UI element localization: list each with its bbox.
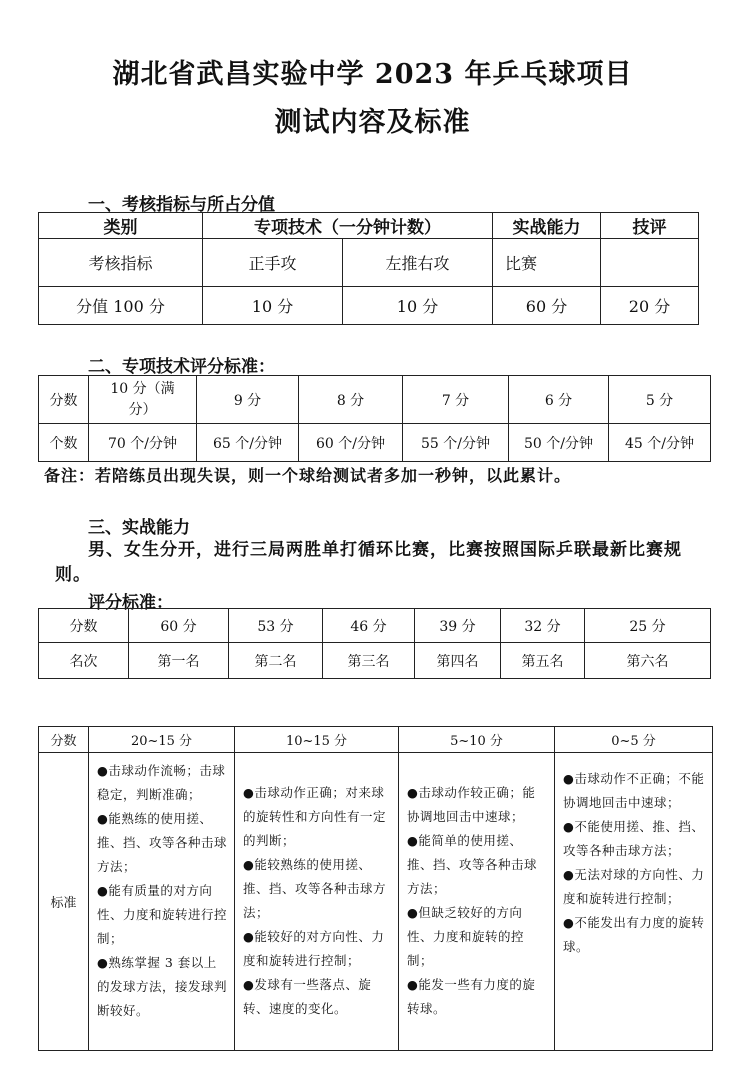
criteria-item: ●不能发出有力度的旋转球。 bbox=[563, 915, 705, 954]
skill-count: 55 个/分钟 bbox=[403, 424, 509, 462]
score-match: 60 分 bbox=[493, 287, 601, 325]
criteria-label: 评分标准： bbox=[88, 593, 173, 613]
header-match: 实战能力 bbox=[493, 213, 601, 239]
criteria-item: ●能简单的使用搓、推、挡、攻等各种击球方法； bbox=[407, 833, 538, 896]
skill-score: 9 分 bbox=[197, 376, 299, 424]
match-rank: 第六名 bbox=[585, 643, 711, 679]
criteria-item: ●能发一些有力度的旋转球。 bbox=[407, 977, 536, 1016]
criteria-item: ●能熟练的使用搓、推、挡、攻等各种击球方法； bbox=[97, 811, 228, 874]
row-label-score: 分数 bbox=[39, 376, 89, 424]
skill-note: 备注：若陪练员出现失误，则一个球给测试者多加一秒钟，以此累计。 bbox=[44, 466, 572, 485]
skill-count: 50 个/分钟 bbox=[509, 424, 609, 462]
indicator-push-attack: 左推右攻 bbox=[343, 239, 493, 287]
criteria-cell bbox=[89, 753, 235, 1051]
page-title-line1: 湖北省武昌实验中学 2023 年乒乓球项目 bbox=[112, 59, 633, 90]
criteria-cell bbox=[555, 753, 713, 1051]
row-label-score: 分数 bbox=[39, 727, 89, 753]
criteria-item: ●能有质量的对方向性、力度和旋转进行控制； bbox=[97, 883, 228, 946]
row-label-rank: 名次 bbox=[39, 643, 129, 679]
range-header: 20~15 分 bbox=[89, 727, 235, 753]
criteria-cell bbox=[399, 753, 555, 1051]
match-rank: 第五名 bbox=[501, 643, 585, 679]
skill-score: 7 分 bbox=[403, 376, 509, 424]
row-label-standard: 标准 bbox=[39, 753, 89, 1051]
header-category: 类别 bbox=[39, 213, 203, 239]
criteria-item: ●击球动作不正确；不能协调地回击中速球； bbox=[563, 771, 705, 810]
section3-heading: 三、实战能力 bbox=[88, 518, 190, 538]
skill-score-table bbox=[38, 375, 711, 462]
skill-count: 65 个/分钟 bbox=[197, 424, 299, 462]
page-title-line2: 测试内容及标准 bbox=[274, 107, 471, 138]
range-header: 10~15 分 bbox=[235, 727, 399, 753]
range-header: 0~5 分 bbox=[555, 727, 713, 753]
skill-count: 60 个/分钟 bbox=[299, 424, 403, 462]
match-rank: 第三名 bbox=[323, 643, 415, 679]
criteria-item: ●击球动作流畅；击球稳定，判断准确； bbox=[97, 763, 226, 802]
match-rank: 第二名 bbox=[229, 643, 323, 679]
match-rank: 第四名 bbox=[415, 643, 501, 679]
indicator-label: 考核指标 bbox=[39, 239, 203, 287]
match-score: 53 分 bbox=[229, 609, 323, 643]
indicator-forehand: 正手攻 bbox=[203, 239, 343, 287]
match-score-table bbox=[38, 608, 711, 679]
skill-score: 6 分 bbox=[509, 376, 609, 424]
score-evaluation: 20 分 bbox=[601, 287, 699, 325]
score-total: 分值 100 分 bbox=[39, 287, 203, 325]
score-push-attack: 10 分 bbox=[343, 287, 493, 325]
match-score: 39 分 bbox=[415, 609, 501, 643]
match-score: 32 分 bbox=[501, 609, 585, 643]
criteria-item: ●发球有一些落点、旋转、速度的变化。 bbox=[243, 977, 372, 1016]
header-evaluation: 技评 bbox=[601, 213, 699, 239]
match-rank: 第一名 bbox=[129, 643, 229, 679]
criteria-cell bbox=[235, 753, 399, 1051]
skill-count: 45 个/分钟 bbox=[609, 424, 711, 462]
skill-count: 70 个/分钟 bbox=[89, 424, 197, 462]
match-paragraph: 男、女生分开，进行三局两胜单打循环比赛，比赛按照国际乒联最新比赛规则。 bbox=[55, 540, 682, 585]
criteria-item: ●击球动作正确；对来球的旋转性和方向性有一定的判断； bbox=[243, 785, 387, 848]
criteria-item: ●击球动作较正确；能协调地回击中速球； bbox=[407, 785, 536, 824]
criteria-item: ●能较熟练的使用搓、推、挡、攻等各种击球方法； bbox=[243, 857, 387, 920]
score-forehand: 10 分 bbox=[203, 287, 343, 325]
criteria-item: ●能较好的对方向性、力度和旋转进行控制； bbox=[243, 929, 385, 968]
criteria-item: ●熟练掌握 3 套以上的发球方法，接发球判断较好。 bbox=[97, 955, 228, 1018]
row-label-count: 个数 bbox=[39, 424, 89, 462]
skill-score: 5 分 bbox=[609, 376, 711, 424]
indicator-match: 比赛 bbox=[493, 239, 601, 287]
row-label-score: 分数 bbox=[39, 609, 129, 643]
skill-score: 8 分 bbox=[299, 376, 403, 424]
skill-score: 10 分（满分） bbox=[89, 376, 197, 424]
match-score: 25 分 bbox=[585, 609, 711, 643]
indicator-evaluation bbox=[601, 239, 699, 287]
match-score: 46 分 bbox=[323, 609, 415, 643]
header-skill: 专项技术（一分钟计数） bbox=[203, 213, 493, 239]
assessment-table bbox=[38, 212, 699, 325]
criteria-item: ●无法对球的方向性、力度和旋转进行控制； bbox=[563, 867, 705, 906]
section1-heading: 一、考核指标与所占分值 bbox=[88, 195, 275, 215]
range-header: 5~10 分 bbox=[399, 727, 555, 753]
criteria-item: ●但缺乏较好的方向性、力度和旋转的控制； bbox=[407, 905, 525, 968]
section2-heading: 二、专项技术评分标准： bbox=[88, 357, 275, 377]
match-score: 60 分 bbox=[129, 609, 229, 643]
technique-eval-table bbox=[38, 726, 713, 1051]
criteria-item: ●不能使用搓、推、挡、攻等各种击球方法； bbox=[563, 819, 705, 858]
